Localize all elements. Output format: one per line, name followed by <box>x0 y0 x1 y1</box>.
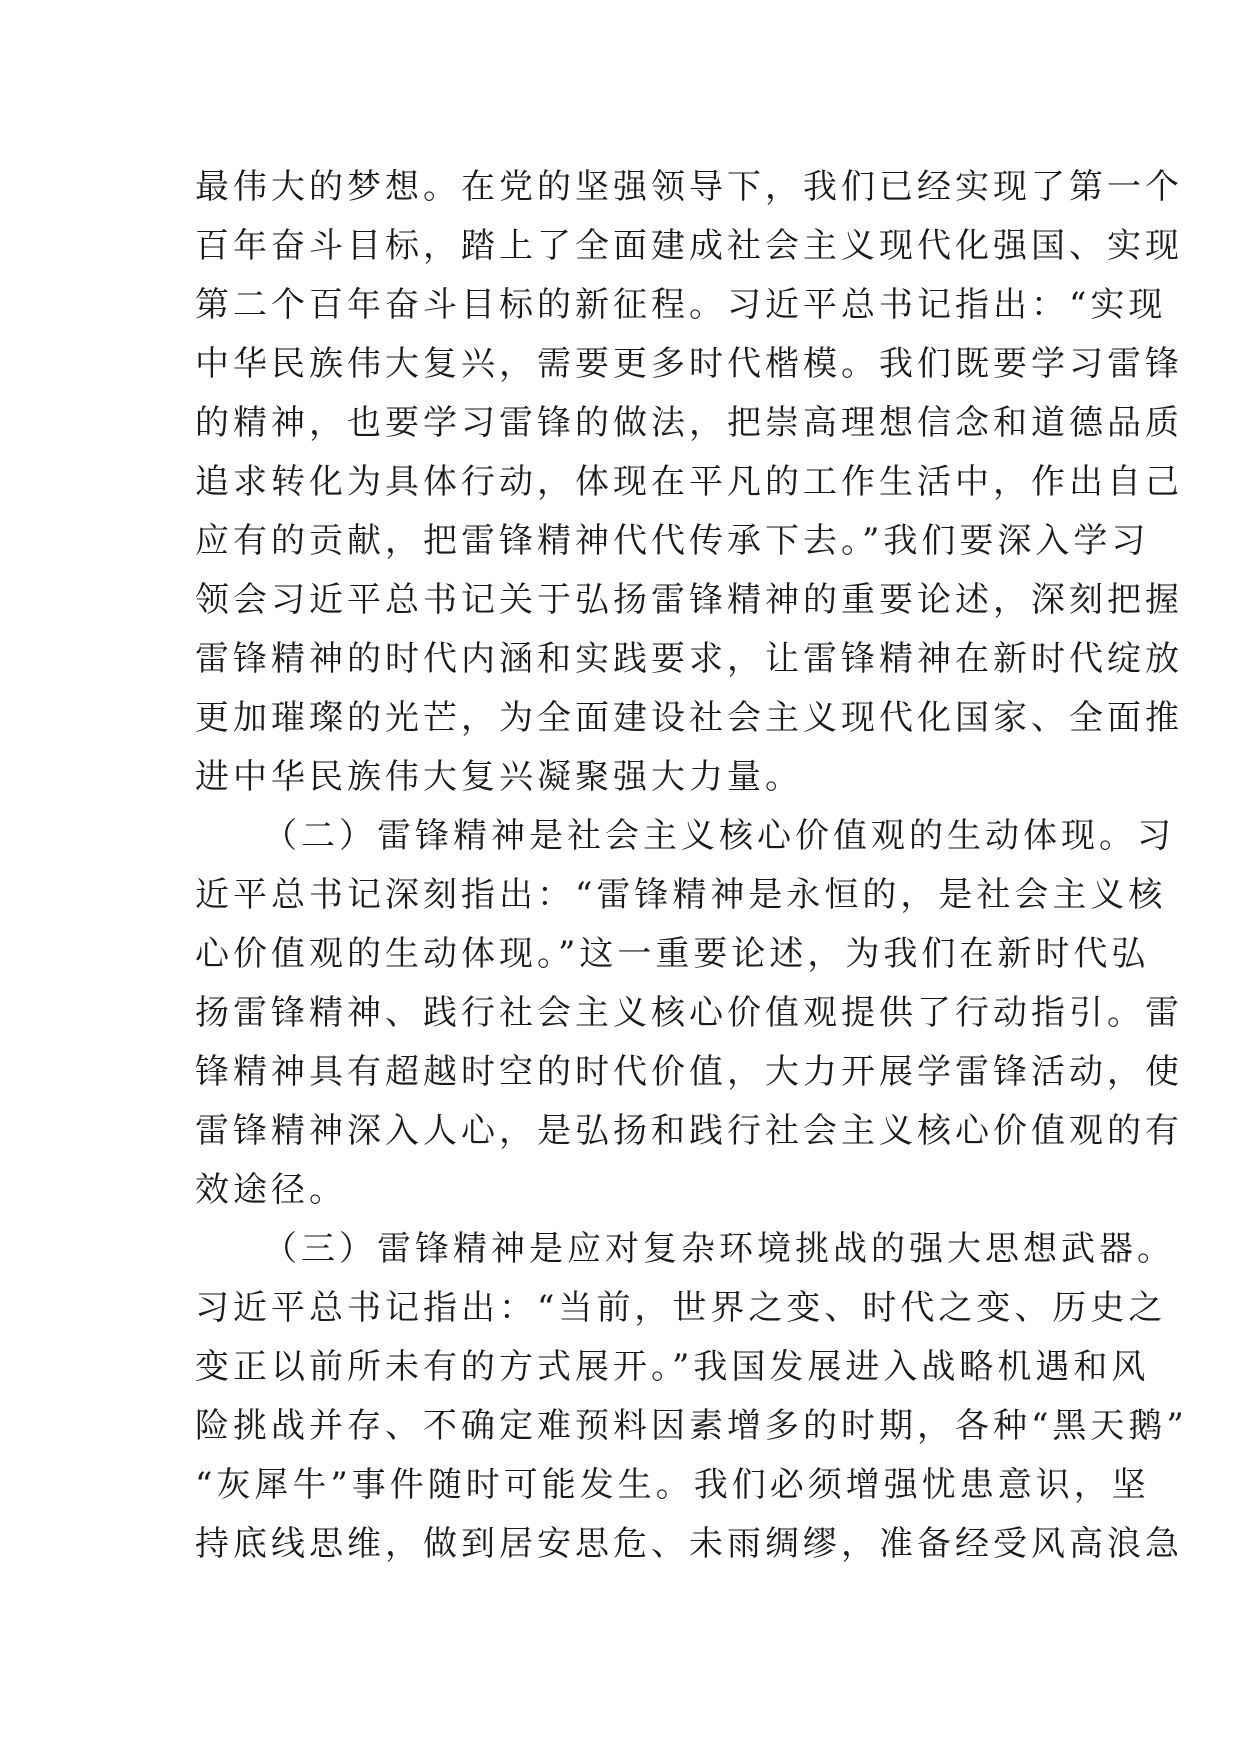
text-line: 效途径。 <box>195 1170 347 1210</box>
text-line: 雷锋精神的时代内涵和实践要求，让雷锋精神在新时代绽放 <box>195 639 1183 679</box>
text-line: 心价值观的生动体现。”这一重要论述，为我们在新时代弘 <box>195 934 1150 974</box>
text-line: 进中华民族伟大复兴凝聚强大力量。 <box>195 757 803 797</box>
section-heading-line: （二）雷锋精神是社会主义核心价值观的生动体现。习 <box>263 816 1175 856</box>
text-line: 习近平总书记指出：“当前，世界之变、时代之变、历史之 <box>195 1288 1167 1328</box>
text-line: 变正以前所未有的方式展开。”我国发展进入战略机遇和风 <box>195 1347 1150 1387</box>
text-line: 近平总书记深刻指出：“雷锋精神是永恒的，是社会主义核 <box>195 875 1167 915</box>
text-line: 追求转化为具体行动，体现在平凡的工作生活中，作出自己 <box>195 462 1183 502</box>
text-line: 第二个百年奋斗目标的新征程。习近平总书记指出：“实现 <box>195 285 1167 325</box>
text-line: 扬雷锋精神、践行社会主义核心价值观提供了行动指引。雷 <box>195 993 1183 1033</box>
text-line: 更加璀璨的光芒，为全面建设社会主义现代化国家、全面推 <box>195 698 1183 738</box>
text-line: 最伟大的梦想。在党的坚强领导下，我们已经实现了第一个 <box>195 167 1183 207</box>
text-line: 锋精神具有超越时空的时代价值，大力开展学雷锋活动，使 <box>195 1052 1183 1092</box>
document-body <box>195 158 1188 1574</box>
text-line: 持底线思维，做到居安思危、未雨绸缪，准备经受风高浪急 <box>195 1524 1183 1564</box>
section-heading-line: （三）雷锋精神是应对复杂环境挑战的强大思想武器。 <box>263 1229 1175 1269</box>
text-line: 应有的贡献，把雷锋精神代代传承下去。”我们要深入学习 <box>195 521 1150 561</box>
text-line: 险挑战并存、不确定难预料因素增多的时期，各种“黑天鹅” <box>195 1406 1188 1446</box>
text-line: 中华民族伟大复兴，需要更多时代楷模。我们既要学习雷锋 <box>195 344 1183 384</box>
text-line: “灰犀牛”事件随时可能发生。我们必须增强忧患意识，坚 <box>195 1465 1150 1505</box>
text-line: 领会习近平总书记关于弘扬雷锋精神的重要论述，深刻把握 <box>195 580 1183 620</box>
text-line: 百年奋斗目标，踏上了全面建成社会主义现代化强国、实现 <box>195 226 1183 266</box>
text-line: 雷锋精神深入人心，是弘扬和践行社会主义核心价值观的有 <box>195 1111 1183 1151</box>
text-line: 的精神，也要学习雷锋的做法，把崇高理想信念和道德品质 <box>195 403 1183 443</box>
